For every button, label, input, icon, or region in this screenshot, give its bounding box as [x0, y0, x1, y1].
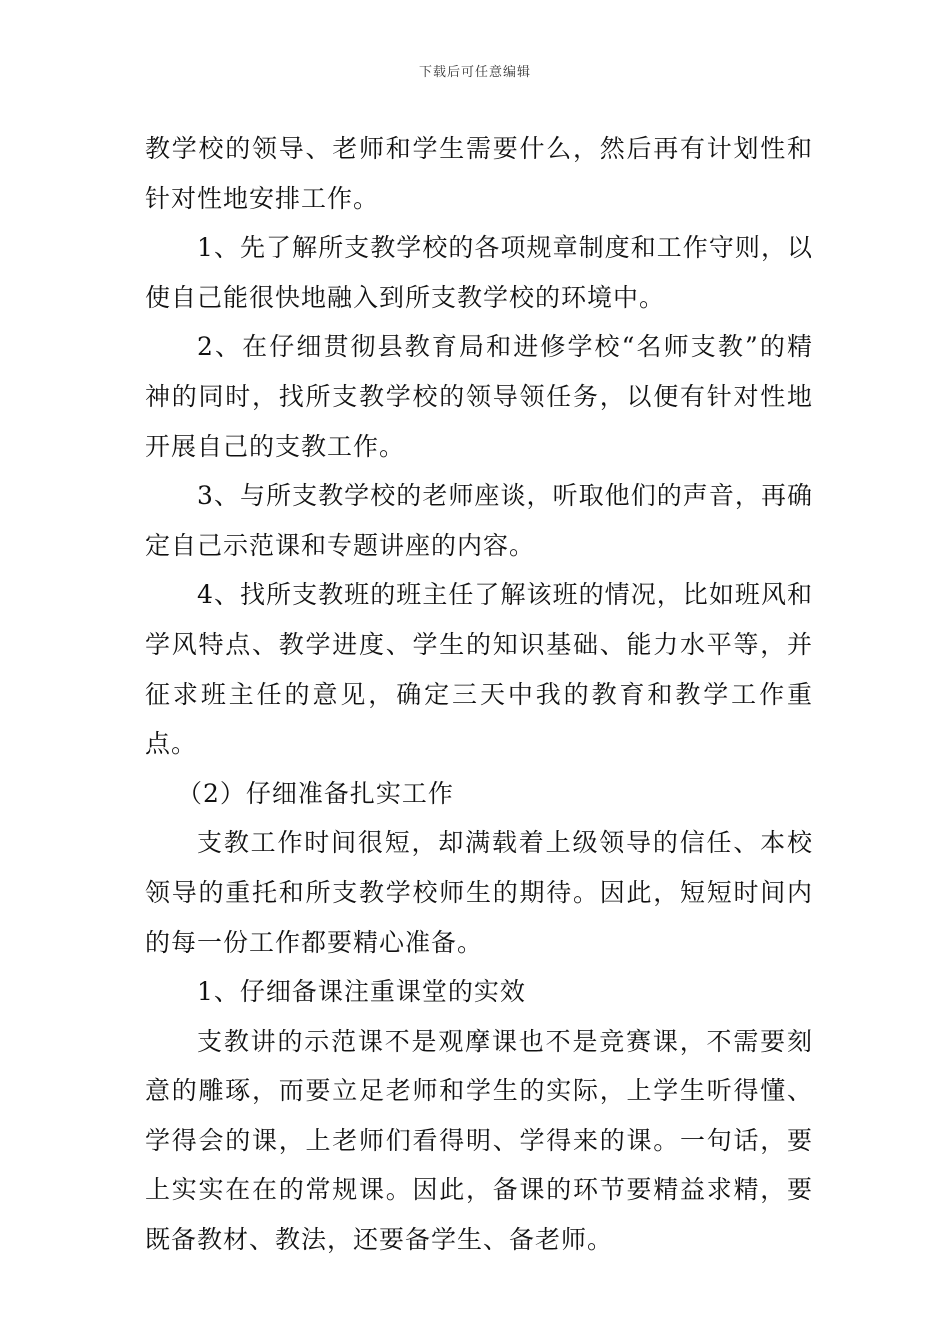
paragraph-item-1: 1、先了解所支教学校的各项规章制度和工作守则，以使自己能很快地融入到所支教学校的环境中。 [145, 233, 813, 312]
section-heading: （2）仔细准备扎实工作 [177, 778, 454, 808]
document-body [145, 124, 813, 1265]
subsection-heading: 1、仔细备课注重课堂的实效 [197, 977, 526, 1007]
paragraph-section-intro: 支教工作时间很短，却满载着上级领导的信任、本校领导的重托和所支教学校师生的期待。因此，短短时间内的每一份工作都要精心准备。 [145, 828, 813, 957]
paragraph-continuation: 教学校的领导、老师和学生需要什么，然后再有计划性和针对性地安排工作。 [145, 134, 813, 213]
paragraph-item-3: 3、与所支教学校的老师座谈，听取他们的声音，再确定自己示范课和专题讲座的内容。 [145, 481, 813, 560]
page-header-note: 下载后可任意编辑 [418, 65, 531, 80]
paragraph-item-4: 4、找所支教班的班主任了解该班的情况，比如班风和学风特点、教学进度、学生的知识基础、能力水平等，并征求班主任的意见，确定三天中我的教育和教学工作重点。 [145, 580, 813, 759]
paragraph-subsection-body: 支教讲的示范课不是观摩课也不是竞赛课，不需要刻意的雕琢，而要立足老师和学生的实际，上学生听得懂、学得会的课，上老师们看得明、学得来的课。一句话，要上实实在在的常规课。因此，备课的环节要精益求精，要既备教材、教法，还要备学生、备老师。 [145, 1026, 813, 1255]
paragraph-item-2: 2、在仔细贯彻县教育局和进修学校“名师支教”的精神的同时，找所支教学校的领导领任务，以便有针对性地开展自己的支教工作。 [145, 332, 813, 461]
